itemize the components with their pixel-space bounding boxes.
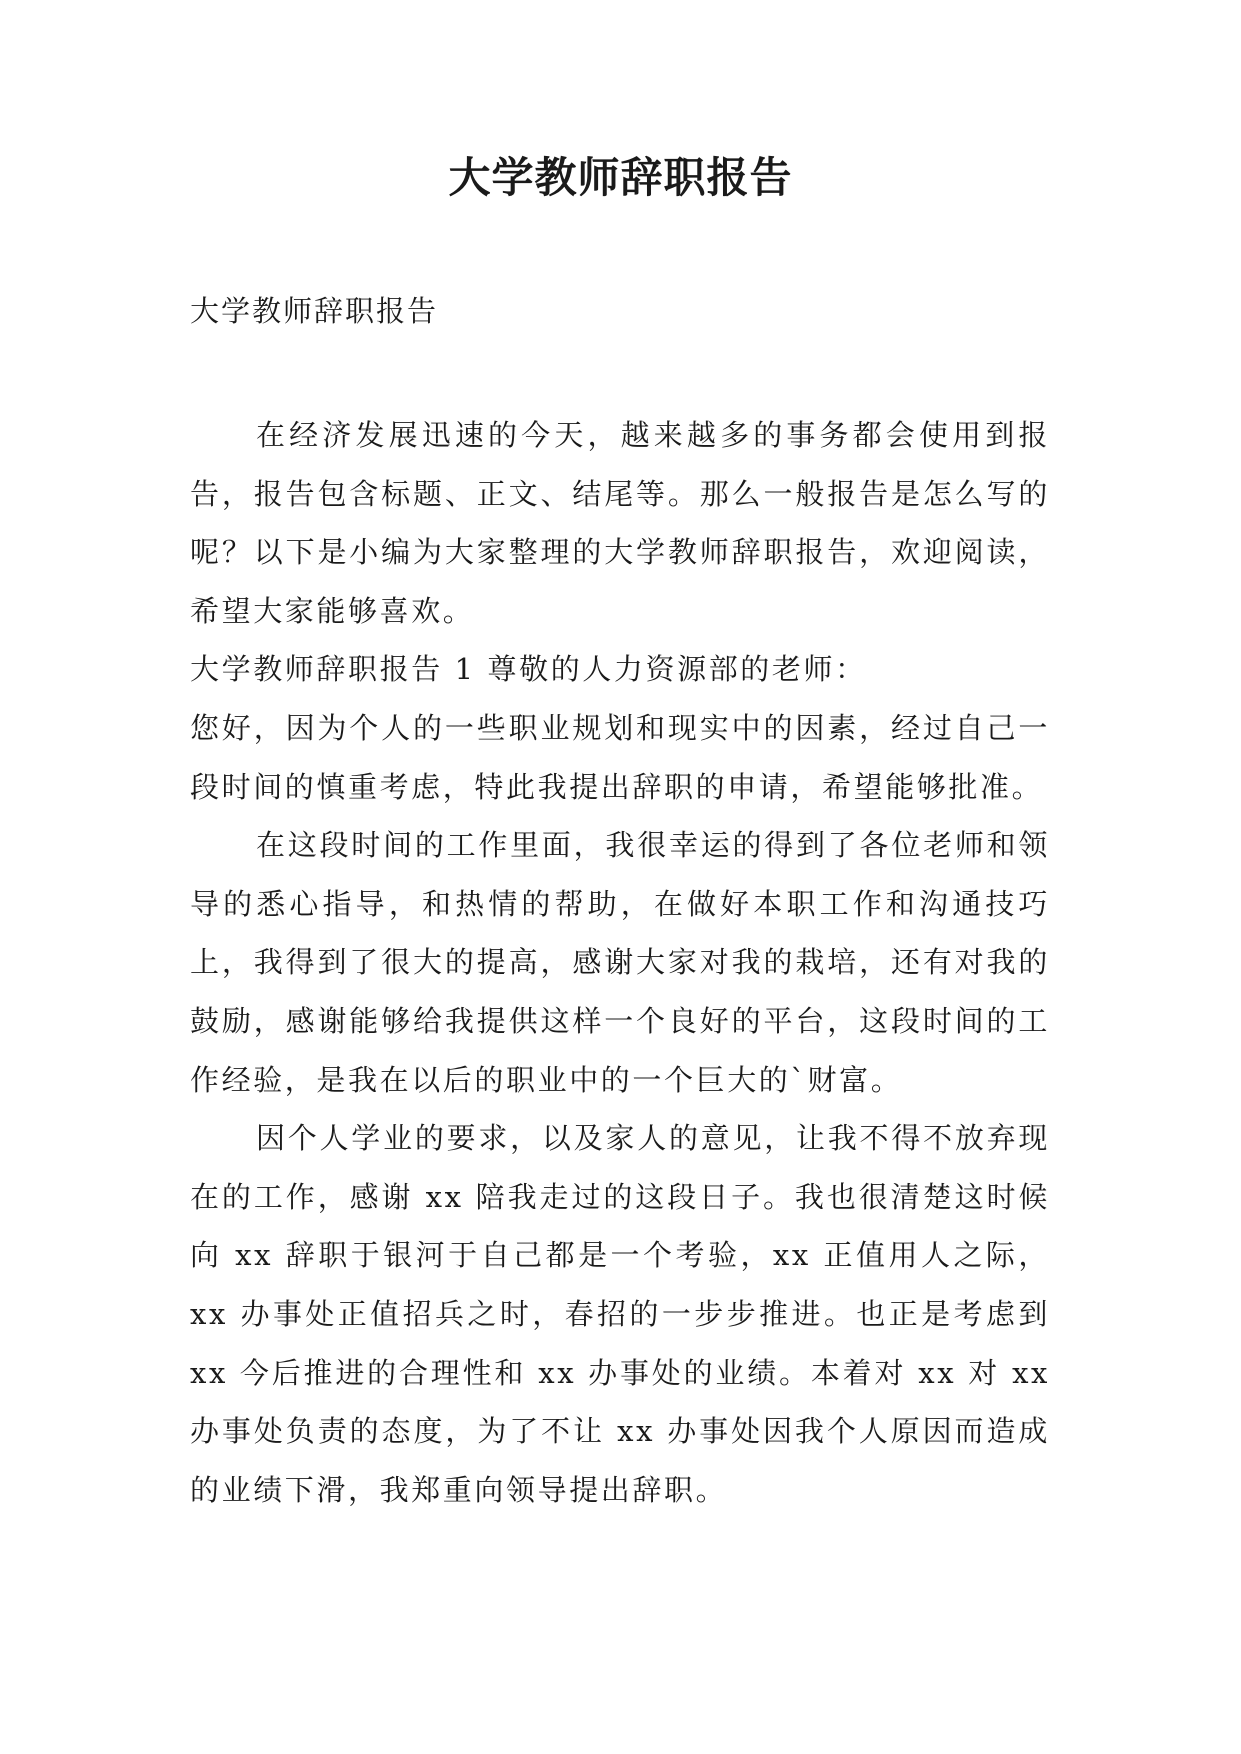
paragraph-gratitude: 在这段时间的工作里面，我很幸运的得到了各位老师和领导的悉心指导，和热情的帮助，在做好本职工作和沟通技巧上，我得到了很大的提高，感谢大家对我的栽培，还有对我的鼓励，感谢能够给我提供这样一个良好的平台，这段时间的工作经验，是我在以后的职业中的一个巨大的`财富。: [190, 828, 1050, 1097]
document-body: [190, 406, 1050, 1519]
paragraph-intro: 在经济发展迅速的今天，越来越多的事务都会使用到报告，报告包含标题、正文、结尾等。那么一般报告是怎么写的呢？以下是小编为大家整理的大学教师辞职报告，欢迎阅读，希望大家能够喜欢。: [190, 418, 1050, 628]
document-title: 大学教师辞职报告: [448, 153, 793, 202]
paragraph-reason: 因个人学业的要求，以及家人的意见，让我不得不放弃现在的工作，感谢 xx 陪我走过的这段日子。我也很清楚这时候向 xx 辞职于银河于自己都是一个考验，xx 正值用人之际，xx 办事处正值招兵之时，春招的一步步推进。也正是考虑到 xx 今后推进的合理性和 xx 办事处的业绩。本着对 xx 对 xx 办事处负责的态度，为了不让 xx 办事处因我个人原因而造成的业绩下滑，我郑重向领导提出辞职。: [190, 1121, 1050, 1507]
document-subtitle: 大学教师辞职报告: [190, 294, 439, 328]
paragraph-salutation: 大学教师辞职报告 1 尊敬的人力资源部的老师：: [190, 652, 867, 687]
paragraph-greeting: 您好，因为个人的一些职业规划和现实中的因素，经过自己一段时间的慎重考虑，特此我提出辞职的申请，希望能够批准。: [190, 710, 1050, 804]
